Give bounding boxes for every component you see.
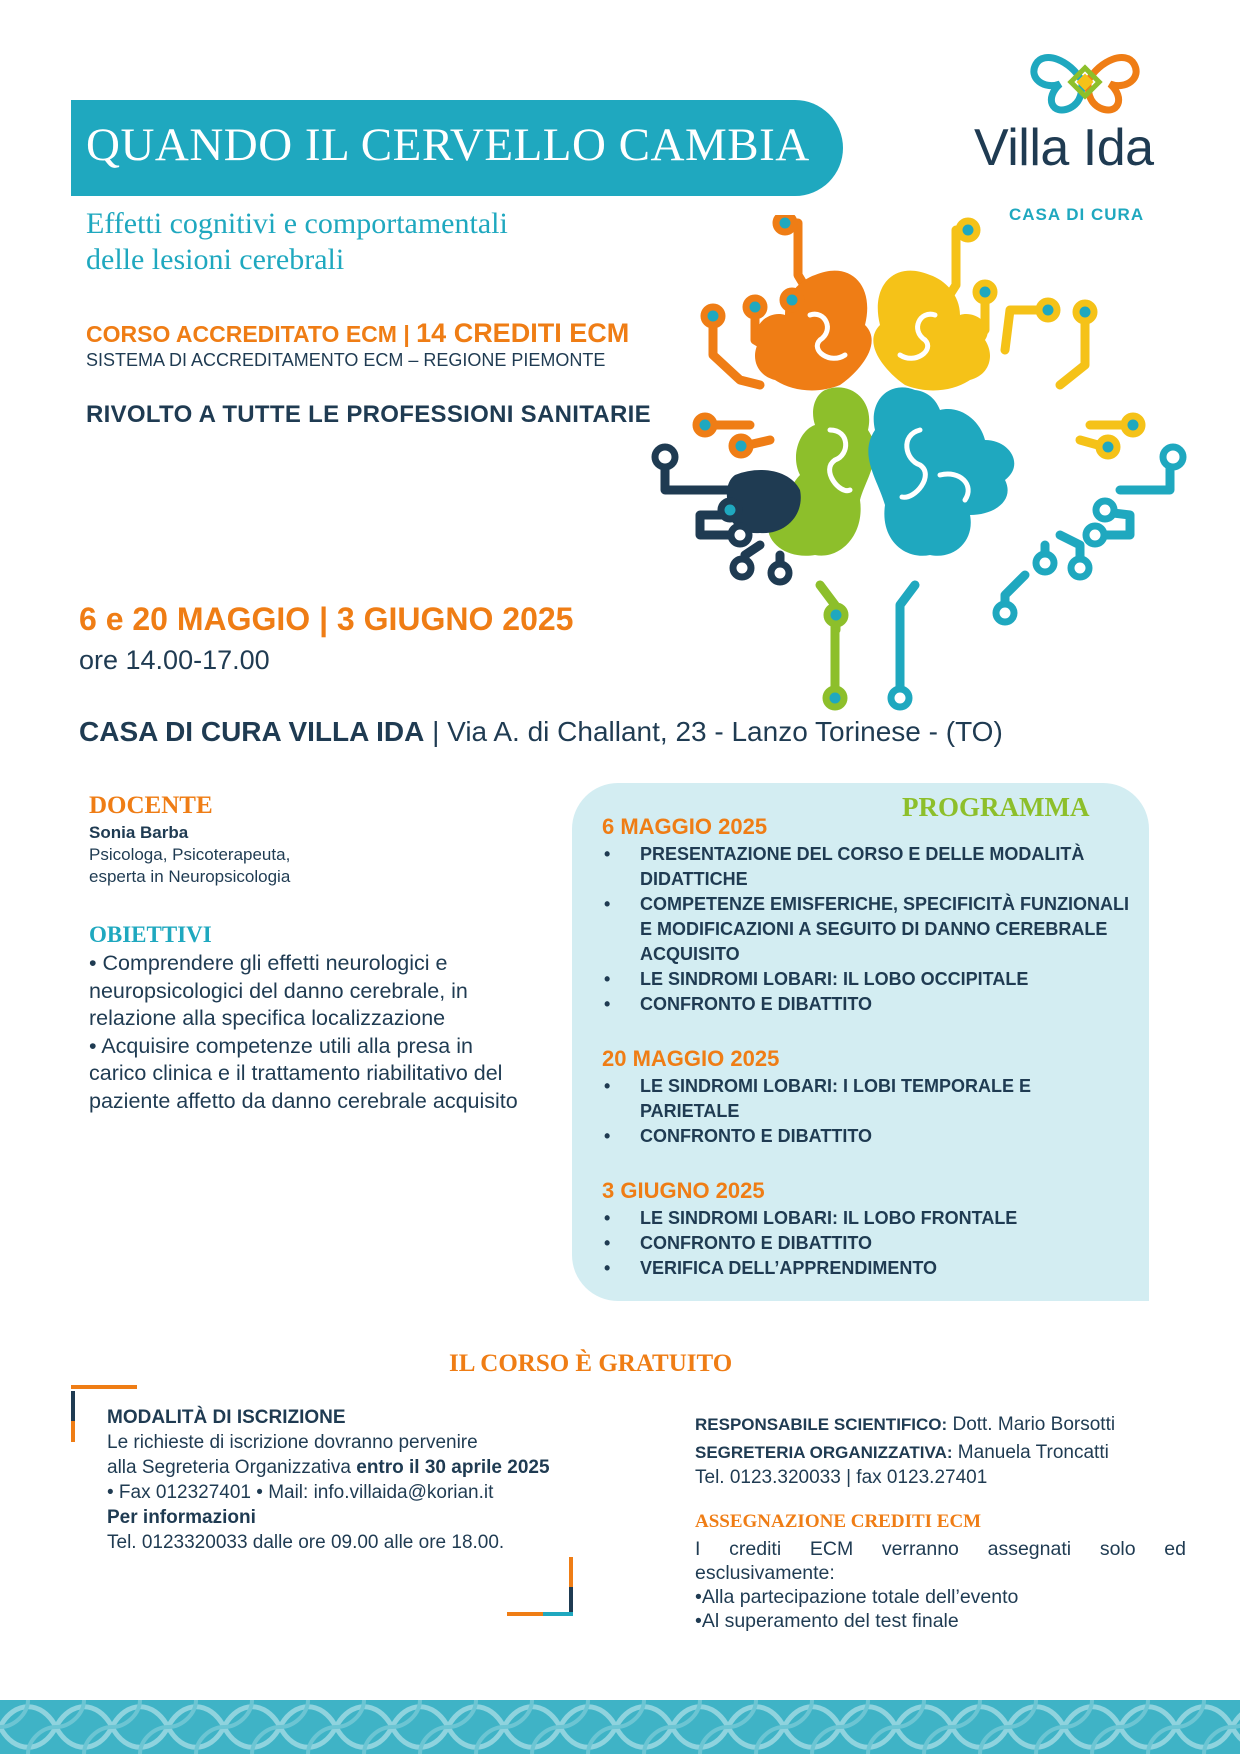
programma-item: • COMPETENZE EMISFERICHE, SPECIFICITÀ FUNZIONALI E MODIFICAZIONI A SEGUITO DI DANNO CEREBRALE ACQUISITO — [602, 892, 1132, 967]
programma-date: 20 MAGGIO 2025 — [602, 1046, 780, 1071]
iscrizione-section — [107, 1405, 627, 1555]
segreteria-line — [695, 1439, 1195, 1467]
segreteria-label: SEGRETERIA ORGANIZZATIVA: — [695, 1443, 953, 1462]
target-audience: RIVOLTO A TUTTE LE PROFESSIONI SANITARIE — [86, 401, 651, 428]
obiettivo-item: • Acquisire competenze utili alla presa in carico clinica e il trattamento riabilitativo del paziente affetto da danno cerebrale acquisito — [89, 1033, 518, 1113]
ecm-accreditation — [86, 318, 629, 349]
docente-role — [89, 844, 409, 888]
segreteria-phones: Tel. 0123.320033 | fax 0123.27401 — [695, 1467, 988, 1488]
venue-address: | Via A. di Challant, 23 - Lanzo Torinese - (TO) — [424, 716, 1003, 747]
docente-role-line-2: esperta in Neuropsicologia — [89, 867, 291, 886]
responsabile-value: Dott. Mario Borsotti — [947, 1414, 1116, 1435]
programma-date: 6 MAGGIO 2025 — [602, 814, 768, 839]
event-dates: 6 e 20 MAGGIO | 3 GIUGNO 2025 — [79, 601, 574, 637]
programma-day-1 — [602, 814, 1132, 1017]
obiettivi-list — [89, 950, 519, 1115]
iscrizione-line: Le richieste di iscrizione dovranno pervenire — [107, 1432, 478, 1453]
assegnazione-item: •Al superamento del test finale — [695, 1610, 959, 1632]
ecm-credits: 14 CREDITI ECM — [416, 318, 630, 348]
corner-frame — [71, 1421, 75, 1442]
page-subtitle — [86, 206, 646, 278]
iscrizione-deadline: entro il 30 aprile 2025 — [356, 1457, 550, 1478]
responsabile-label: RESPONSABILE SCIENTIFICO: — [695, 1415, 948, 1434]
obiettivo-item: • Comprendere gli effetti neurologici e neuropsicologici del danno cerebrale, in relazione alla specifica localizzazione — [89, 951, 468, 1030]
programma-items — [602, 842, 1132, 1017]
programma-day-2 — [602, 1046, 1132, 1149]
assegnazione-item: •Alla partecipazione totale dell’evento — [695, 1586, 1019, 1608]
programma-item: • LE SINDROMI LOBARI: IL LOBO OCCIPITALE — [602, 967, 1132, 992]
programma-items — [602, 1074, 1132, 1149]
iscrizione-heading: MODALITÀ DI ISCRIZIONE — [107, 1407, 346, 1428]
event-venue — [79, 716, 1003, 748]
brain-circuit-icon — [640, 215, 1200, 715]
segreteria-value: Manuela Troncatti — [952, 1442, 1109, 1463]
docente-heading: DOCENTE — [89, 792, 213, 819]
logo-name: Villa Ida — [974, 119, 1154, 177]
programma-item: • LE SINDROMI LOBARI: IL LOBO FRONTALE — [602, 1206, 1132, 1231]
footer-pattern-icon — [0, 1700, 1240, 1754]
iscrizione-text: alla Segreteria Organizzativa — [107, 1457, 357, 1478]
ecm-prefix: CORSO ACCREDITATO ECM | — [86, 321, 410, 347]
programma-item: • CONFRONTO E DIBATTITO — [602, 992, 1132, 1017]
programma-item: • PRESENTAZIONE DEL CORSO E DELLE MODALITÀ DIDATTICHE — [602, 842, 1132, 892]
assegnazione-line: esclusivamente: — [695, 1562, 835, 1584]
iscrizione-contacts: • Fax 012327401 • Mail: info.villaida@korian.it — [107, 1482, 494, 1503]
programma-heading: PROGRAMMA — [902, 792, 1090, 822]
corner-frame — [71, 1391, 75, 1421]
event-hours: ore 14.00-17.00 — [79, 645, 270, 675]
programma-items — [602, 1206, 1132, 1281]
responsabile-line — [695, 1411, 1195, 1439]
corner-frame — [543, 1612, 573, 1616]
programma-item: • CONFRONTO E DIBATTITO — [602, 1124, 1132, 1149]
contatti-section — [695, 1411, 1195, 1489]
docente-role-line-1: Psicologa, Psicoterapeuta, — [89, 845, 291, 864]
gratuito-heading: IL CORSO È GRATUITO — [449, 1350, 733, 1377]
ecm-system: SISTEMA DI ACCREDITAMENTO ECM – REGIONE PIEMONTE — [86, 350, 606, 370]
logo-subtitle: CASA DI CURA — [1009, 205, 1145, 224]
programma-item: • VERIFICA DELL’APPRENDIMENTO — [602, 1256, 1132, 1281]
docente-name: Sonia Barba — [89, 823, 189, 842]
info-heading: Per informazioni — [107, 1507, 256, 1528]
venue-name: CASA DI CURA VILLA IDA — [79, 716, 425, 747]
subtitle-line-2: delle lesioni cerebrali — [86, 243, 345, 276]
footer-pattern — [0, 1700, 1240, 1754]
corner-frame — [71, 1385, 137, 1389]
programma-item: • LE SINDROMI LOBARI: I LOBI TEMPORALE E PARIETALE — [602, 1074, 1132, 1124]
assegnazione-text — [695, 1537, 1186, 1633]
subtitle-line-1: Effetti cognitivi e comportamentali — [86, 207, 508, 240]
iscrizione-line — [107, 1455, 627, 1480]
corner-frame — [569, 1557, 573, 1587]
programma-item: • CONFRONTO E DIBATTITO — [602, 1231, 1132, 1256]
butterfly-logo-icon — [1030, 42, 1140, 120]
corner-frame — [569, 1587, 573, 1612]
programma-date: 3 GIUGNO 2025 — [602, 1178, 765, 1203]
page-title: QUANDO IL CERVELLO CAMBIA — [86, 119, 810, 171]
assegnazione-line: I crediti ECM verranno assegnati solo ed — [695, 1538, 1186, 1560]
obiettivi-heading: OBIETTIVI — [89, 922, 212, 947]
programma-day-3 — [602, 1178, 1132, 1281]
info-line: Tel. 0123320033 dalle ore 09.00 alle ore 18.00. — [107, 1532, 505, 1553]
assegnazione-heading: ASSEGNAZIONE CREDITI ECM — [695, 1511, 982, 1532]
